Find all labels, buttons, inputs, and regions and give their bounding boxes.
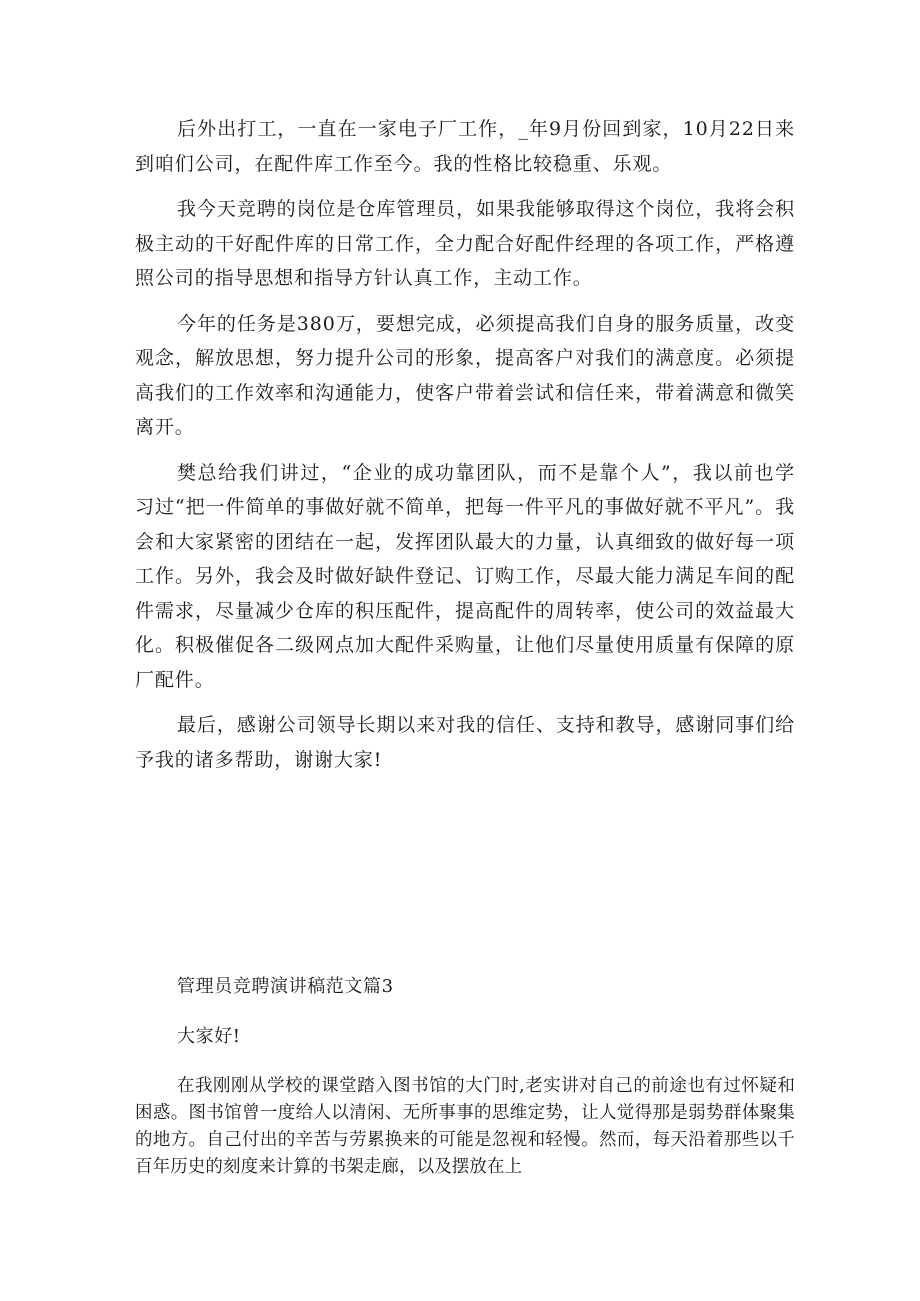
paragraph-4: 樊总给我们讲过，“企业的成功靠团队，而不是靠个人”，我以前也学习过“把一件简单的事做好就不简单，把每一件平凡的事做好就不平凡”。我会和大家紧密的团结在一起，发挥团队最大的力量，认真细致的做好每一项工作。另外，我会及时做好缺件登记、订购工作，尽最大能力满足车间的配件需求，尽量减少仓库的积压配件，提高配件的周转率，使公司的效益最大化。积极催促各二级网点加大配件采购量，让他们尽量使用质量有保障的原厂配件。 bbox=[135, 461, 795, 691]
paragraph-5: 最后，感谢公司领导长期以来对我的信任、支持和教导，感谢同事们给予我的诸多帮助，谢谢大家! bbox=[135, 714, 795, 771]
paragraph-2: 我今天竞聘的岗位是仓库管理员，如果我能够取得这个岗位，我将会积极主动的干好配件库的日常工作，全力配合好配件经理的各项工作，严格遵照公司的指导思想和指导方针认真工作，主动工作。 bbox=[135, 198, 795, 289]
paragraph-3: 今年的任务是380万，要想完成，必须提高我们自身的服务质量，改变观念，解放思想，努力提升公司的形象，提高客户对我们的满意度。必须提高我们的工作效率和沟通能力，使客户带着尝试和信任来，带着满意和微笑离开。 bbox=[135, 312, 795, 438]
body-text-lower bbox=[135, 1073, 795, 1181]
greeting: 大家好! bbox=[177, 1026, 241, 1047]
section-title: 管理员竞聘演讲稿范文篇3 bbox=[177, 976, 394, 997]
paragraph-6: 在我刚刚从学校的课堂踏入图书馆的大门时,老实讲对自己的前途也有过怀疑和困惑。图书馆曾一度给人以清闲、无所事事的思维定势，让人觉得那是弱势群体聚集的地方。自己付出的辛苦与劳累换来的可能是忽视和轻慢。然而，每天沿着那些以千百年历史的刻度来计算的书架走廊，以及摆放在上 bbox=[135, 1076, 795, 1177]
body-text-upper bbox=[135, 112, 795, 788]
paragraph-1: 后外出打工，一直在一家电子厂工作，_年9月份回到家，10月22日来到咱们公司，在配件库工作至今。我的性格比较稳重、乐观。 bbox=[135, 118, 795, 175]
